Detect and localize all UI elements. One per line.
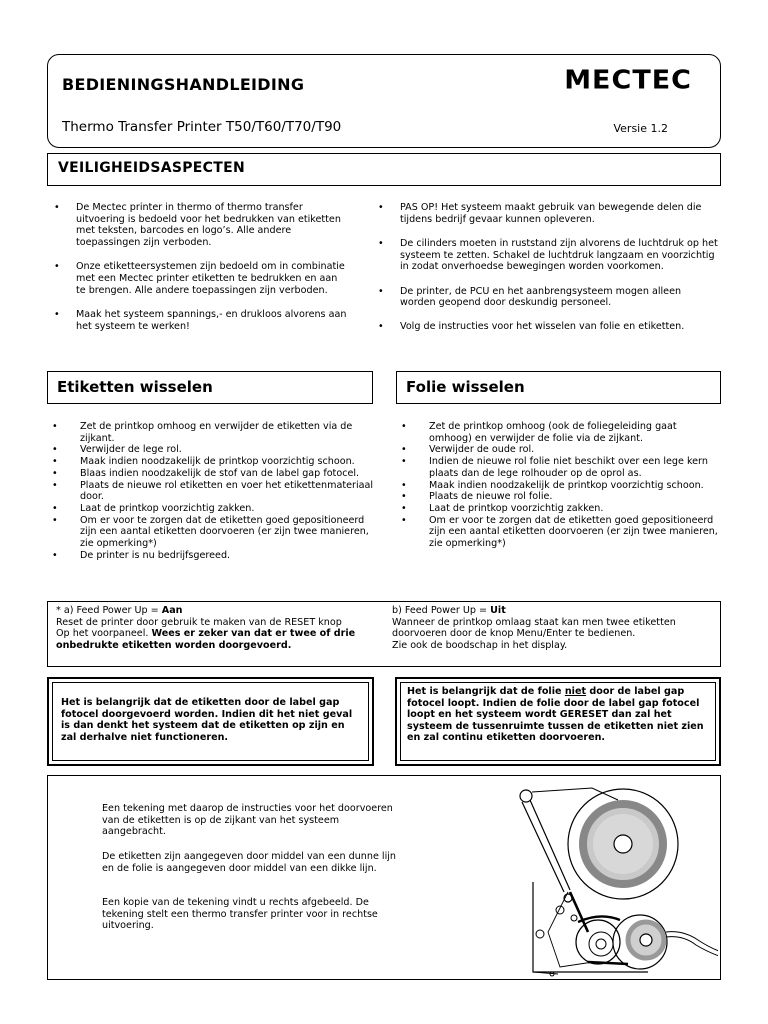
- labels-change-list: [46, 421, 376, 561]
- feed-b-text2: Zie ook de boodschap in het display.: [392, 639, 568, 651]
- document-title: BEDIENINGSHANDLEIDING: [62, 75, 305, 94]
- foil-change-list: [395, 421, 721, 550]
- labels-change-title: Etiketten wisselen: [57, 378, 213, 396]
- feed-b-text: Wanneer de printkop omlaag staat kan men twee etiketten doorvoeren door de knop Menu/Enter te bedienen.: [392, 616, 676, 640]
- feed-a-bold: Wees er zeker van dat er twee of drie onbedrukte etiketten worden doorgevoerd.: [56, 628, 356, 651]
- feed-note-a: [56, 605, 391, 651]
- feed-a-line2: Op het voorpaneel.: [56, 628, 152, 640]
- list-item: • Onze etiketteersystemen zijn bedoeld om in combinatie met een Mectec printer etiketten te bedrukken en aan te brengen. Alle andere toepassingen zijn verboden.: [50, 261, 350, 296]
- list-item: • Plaats de nieuwe rol etiketten en voer het etikettenmateriaal door.: [46, 480, 376, 503]
- document-subtitle: Thermo Transfer Printer T50/T60/T70/T90: [62, 119, 342, 135]
- drawing-info-3: Een kopie van de tekening vindt u rechts afgebeeld. De tekening stelt een thermo transfer printer voor in rechtse uitvoering.: [102, 897, 378, 932]
- feed-a-line1: Reset de printer door gebruik te maken van de RESET knop: [56, 616, 342, 628]
- feed-note-box: [47, 601, 721, 667]
- list-item: • Verwijder de oude rol.: [395, 444, 721, 456]
- safety-title-box: [47, 153, 721, 186]
- warning-foil-text: [407, 686, 712, 744]
- list-item: • De cilinders moeten in ruststand zijn alvorens de luchtdruk op het systeem te zetten. Schakel de luchtdruk langzaam en voorzichtig in zodat onverhoedse bewegingen worden voorkomen.: [374, 238, 718, 273]
- list-item: • Laat de printkop voorzichtig zakken.: [395, 503, 721, 515]
- list-item: • Om er voor te zorgen dat de etiketten goed gepositioneerd zijn een aantal etiketten doorvoeren (er zijn twee manieren, zie opmerking*): [395, 515, 721, 550]
- feed-a-prefix: * a) Feed Power Up =: [56, 605, 162, 616]
- list-item: • Laat de printkop voorzichtig zakken.: [46, 503, 376, 515]
- list-item: • Zet de printkop omhoog en verwijder de etiketten via de zijkant.: [46, 421, 376, 444]
- list-item: • Maak het systeem spannings,- en drukloos alvorens aan het systeem te werken!: [50, 309, 350, 332]
- list-item: • Maak indien noodzakelijk de printkop voorzichtig schoon.: [395, 480, 721, 492]
- document-header: [47, 54, 721, 148]
- list-item: • Zet de printkop omhoog (ook de foliegeleiding gaat omhoog) en verwijder de folie via de zijkant.: [395, 421, 721, 444]
- feed-b-prefix: b) Feed Power Up =: [392, 605, 491, 616]
- list-item: • Verwijder de lege rol.: [46, 444, 376, 456]
- printer-threading-diagram: [488, 782, 718, 978]
- feed-b-value: Uit: [490, 605, 506, 616]
- list-item: • Indien de nieuwe rol folie niet beschikt over een lege kern plaats dan de lege rolhouder op de oprol as.: [395, 456, 721, 479]
- list-item: • Volg de instructies voor het wisselen van folie en etiketten.: [374, 321, 718, 333]
- list-item: • De printer is nu bedrijfsgereed.: [46, 550, 376, 562]
- list-item: • Maak indien noodzakelijk de printkop voorzichtig schoon.: [46, 456, 376, 468]
- foil-change-title-box: [396, 371, 721, 404]
- labels-change-title-box: [47, 371, 373, 404]
- safety-list-right: [374, 202, 718, 346]
- list-item: • PAS OP! Het systeem maakt gebruik van bewegende delen die tijdens bedrijf gevaar kunnen opleveren.: [374, 202, 718, 225]
- drawing-info-1: Een tekening met daarop de instructies voor het doorvoeren van de etiketten is op de zijkant van het systeem aangebracht.: [102, 803, 393, 838]
- brand-logo: MECTEC: [564, 65, 692, 96]
- list-item: • Blaas indien noodzakelijk de stof van de label gap fotocel.: [46, 468, 376, 480]
- list-item: • De Mectec printer in thermo of thermo transfer uitvoering is bedoeld voor het bedrukken van etiketten met teksten, barcodes en logo’s. Alle andere toepassingen zijn verboden.: [50, 202, 350, 249]
- warning-labels-text: Het is belangrijk dat de etiketten door de label gap fotocel doorgevoerd worden. Indien dit het niet geval is dan denkt het systeem dat de etiketten op zijn en zal derhalve niet functioneren.: [61, 697, 353, 743]
- warning-foil-part2: door de label gap fotocel loopt. Indien de folie door de label gap fotocel loopt en het systeem wordt GERESET dan zal het systeem de tussenruimte tussen de etiketten niet zien en zal continu etiketten doorvoeren.: [407, 686, 704, 744]
- feed-note-b: [392, 605, 714, 651]
- warning-box-foil: [395, 677, 721, 766]
- warning-box-labels: [47, 677, 374, 766]
- safety-title: VEILIGHEIDSASPECTEN: [58, 160, 245, 176]
- list-item: • De printer, de PCU en het aanbrengsysteem mogen alleen worden geopend door deskundig personeel.: [374, 286, 718, 309]
- feed-a-value: Aan: [161, 605, 183, 616]
- foil-change-title: Folie wisselen: [406, 378, 525, 396]
- version-label: Versie 1.2: [613, 122, 668, 135]
- drawing-section: [47, 775, 721, 980]
- warning-foil-part1: Het is belangrijk dat de folie: [407, 686, 565, 697]
- drawing-info-2: De etiketten zijn aangegeven door middel van een dunne lijn en de folie is aangegeven door middel van een dikke lijn.: [102, 851, 396, 874]
- safety-list-left: [50, 202, 350, 345]
- list-item: • Plaats de nieuwe rol folie.: [395, 491, 721, 503]
- list-item: • Om er voor te zorgen dat de etiketten goed gepositioneerd zijn een aantal etiketten doorvoeren (er zijn twee manieren, zie opmerking*): [46, 515, 376, 550]
- warning-foil-underlined: niet: [564, 686, 587, 697]
